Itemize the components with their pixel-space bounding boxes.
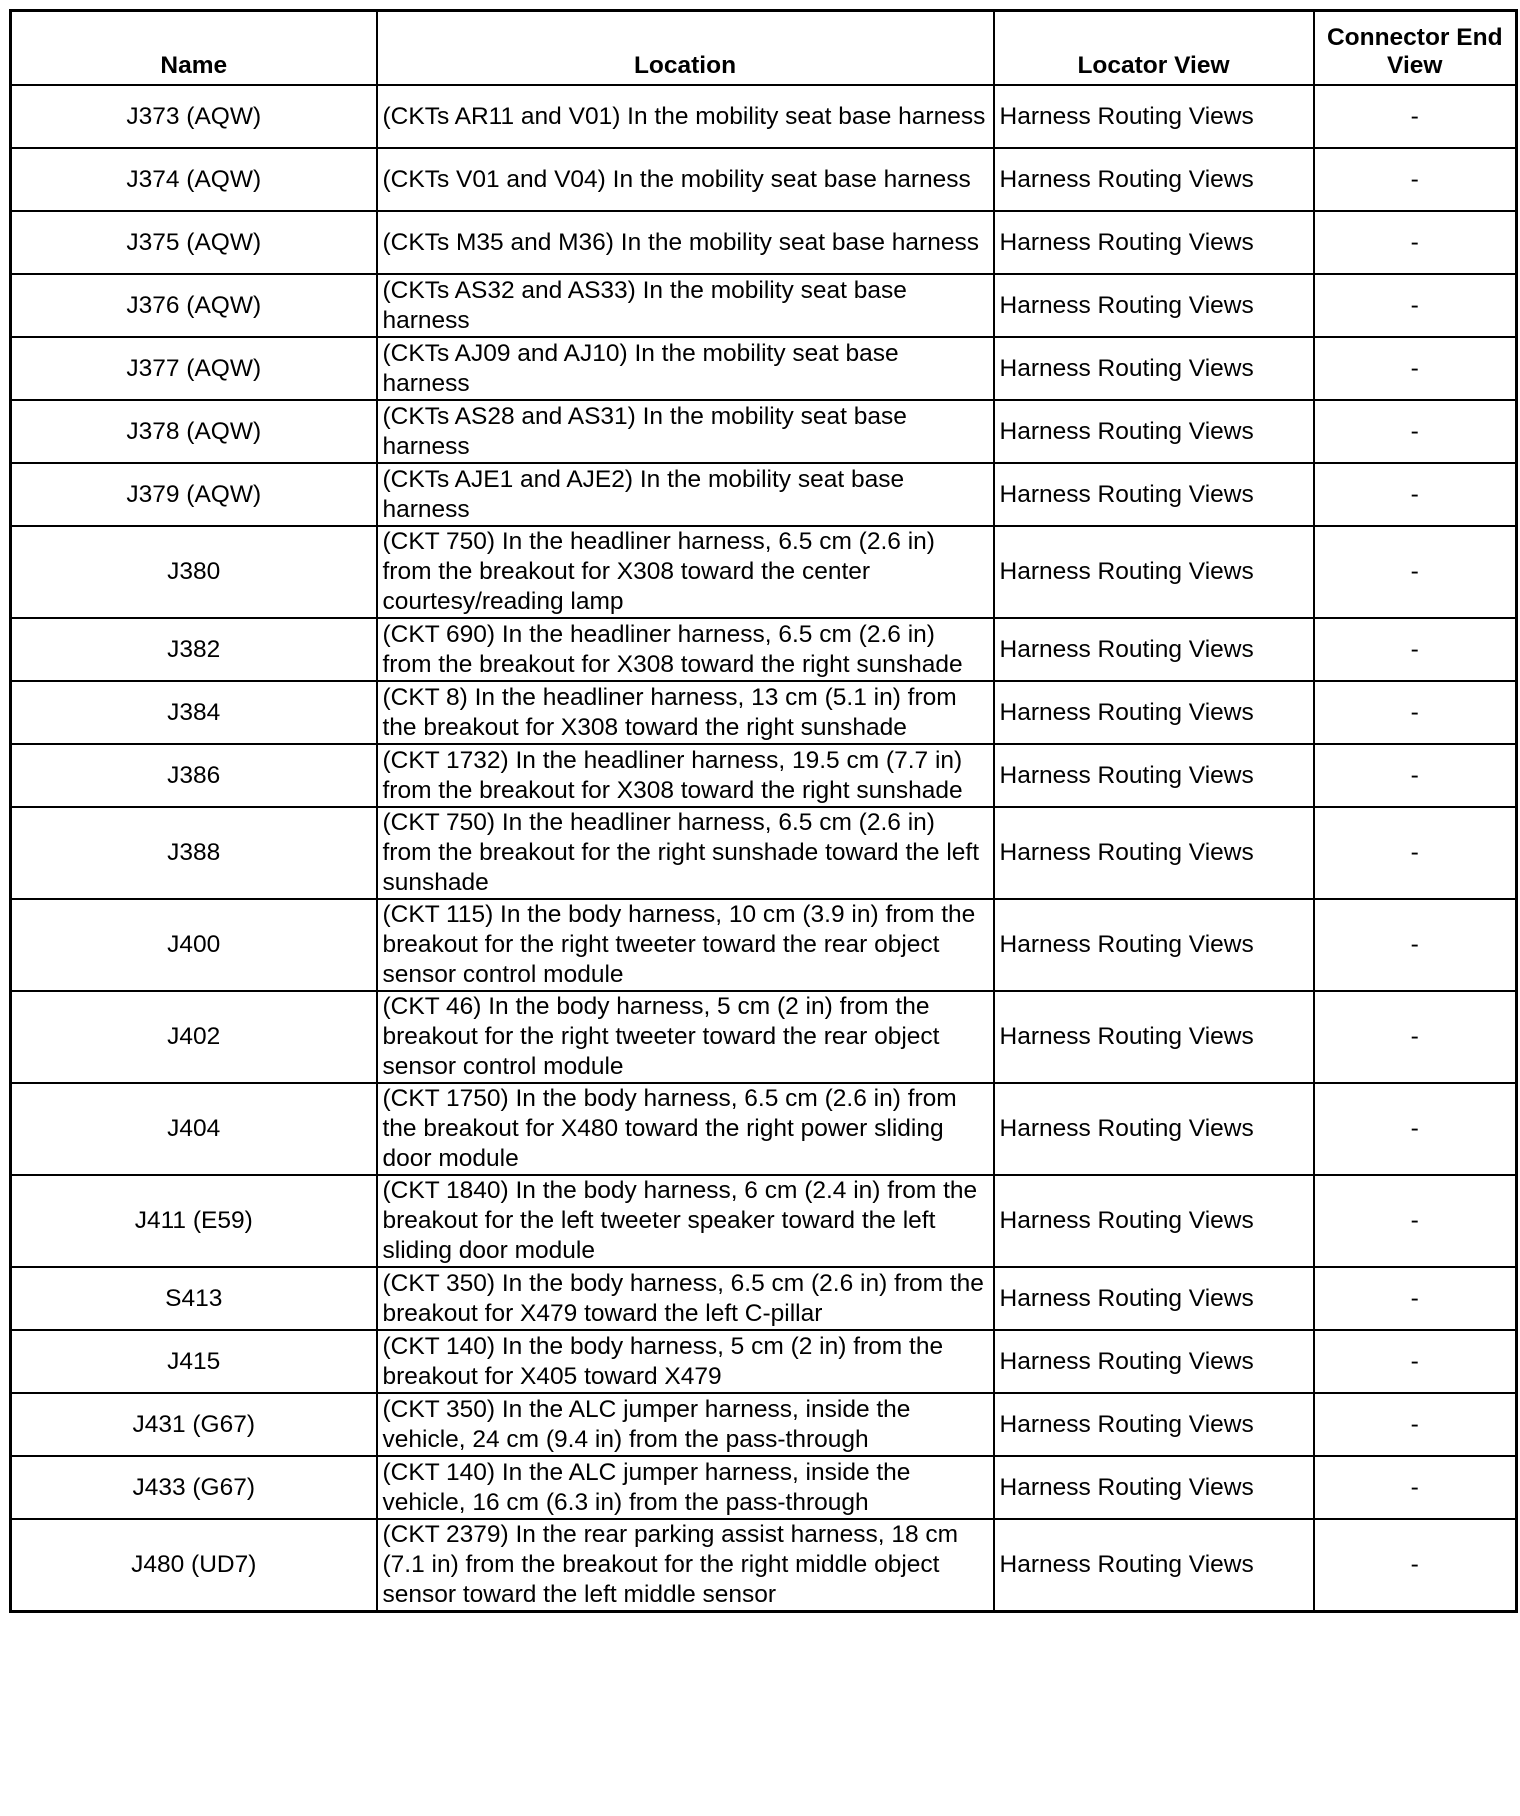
cell-location: (CKTs AJ09 and AJ10) In the mobility seat base harness <box>377 337 994 400</box>
cell-locator-view: Harness Routing Views <box>994 463 1314 526</box>
cell-locator-view: Harness Routing Views <box>994 1175 1314 1267</box>
cell-name: J375 (AQW) <box>11 211 377 274</box>
cell-name: J374 (AQW) <box>11 148 377 211</box>
cell-connector-end-view: - <box>1314 1456 1517 1519</box>
cell-name: J376 (AQW) <box>11 274 377 337</box>
cell-name: J377 (AQW) <box>11 337 377 400</box>
cell-location: (CKT 46) In the body harness, 5 cm (2 in) from the breakout for the right tweeter toward the rear object sensor control module <box>377 991 994 1083</box>
cell-locator-view: Harness Routing Views <box>994 526 1314 618</box>
cell-location: (CKT 140) In the ALC jumper harness, inside the vehicle, 16 cm (6.3 in) from the pass-through <box>377 1456 994 1519</box>
cell-location: (CKT 690) In the headliner harness, 6.5 cm (2.6 in) from the breakout for X308 toward the right sunshade <box>377 618 994 681</box>
cell-locator-view: Harness Routing Views <box>994 148 1314 211</box>
document-page <box>9 9 1518 1613</box>
table-row <box>11 1456 1517 1519</box>
table-row <box>11 1267 1517 1330</box>
table-row <box>11 211 1517 274</box>
cell-name: J411 (E59) <box>11 1175 377 1267</box>
cell-location: (CKT 350) In the ALC jumper harness, inside the vehicle, 24 cm (9.4 in) from the pass-through <box>377 1393 994 1456</box>
cell-locator-view: Harness Routing Views <box>994 1083 1314 1175</box>
cell-locator-view: Harness Routing Views <box>994 744 1314 807</box>
table-row <box>11 1330 1517 1393</box>
cell-location: (CKTs AJE1 and AJE2) In the mobility seat base harness <box>377 463 994 526</box>
cell-name: J382 <box>11 618 377 681</box>
cell-location: (CKT 140) In the body harness, 5 cm (2 in) from the breakout for X405 toward X479 <box>377 1330 994 1393</box>
cell-location: (CKTs V01 and V04) In the mobility seat base harness <box>377 148 994 211</box>
cell-name: J373 (AQW) <box>11 85 377 148</box>
table-row <box>11 463 1517 526</box>
table-row <box>11 681 1517 744</box>
cell-locator-view: Harness Routing Views <box>994 274 1314 337</box>
cell-connector-end-view: - <box>1314 1519 1517 1612</box>
table-row <box>11 1393 1517 1456</box>
table-body <box>11 85 1517 1612</box>
cell-locator-view: Harness Routing Views <box>994 1330 1314 1393</box>
table-row <box>11 400 1517 463</box>
cell-location: (CKT 1750) In the body harness, 6.5 cm (2.6 in) from the breakout for X480 toward the right power sliding door module <box>377 1083 994 1175</box>
cell-location: (CKTs AS28 and AS31) In the mobility seat base harness <box>377 400 994 463</box>
cell-name: J415 <box>11 1330 377 1393</box>
cell-locator-view: Harness Routing Views <box>994 681 1314 744</box>
cell-connector-end-view: - <box>1314 991 1517 1083</box>
cell-connector-end-view: - <box>1314 274 1517 337</box>
cell-location: (CKT 1840) In the body harness, 6 cm (2.4 in) from the breakout for the left tweeter speaker toward the left sliding door module <box>377 1175 994 1267</box>
cell-name: J480 (UD7) <box>11 1519 377 1612</box>
cell-location: (CKTs M35 and M36) In the mobility seat base harness <box>377 211 994 274</box>
cell-connector-end-view: - <box>1314 899 1517 991</box>
table-row <box>11 1083 1517 1175</box>
cell-locator-view: Harness Routing Views <box>994 991 1314 1083</box>
table-row <box>11 337 1517 400</box>
cell-name: J386 <box>11 744 377 807</box>
cell-location: (CKT 750) In the headliner harness, 6.5 cm (2.6 in) from the breakout for the right sunshade toward the left sunshade <box>377 807 994 899</box>
cell-name: J380 <box>11 526 377 618</box>
cell-connector-end-view: - <box>1314 1175 1517 1267</box>
cell-name: S413 <box>11 1267 377 1330</box>
connector-location-table <box>9 9 1518 1613</box>
cell-location: (CKT 2379) In the rear parking assist harness, 18 cm (7.1 in) from the breakout for the right middle object sensor toward the left middle sensor <box>377 1519 994 1612</box>
cell-location: (CKT 750) In the headliner harness, 6.5 cm (2.6 in) from the breakout for X308 toward the center courtesy/reading lamp <box>377 526 994 618</box>
cell-locator-view: Harness Routing Views <box>994 211 1314 274</box>
cell-locator-view: Harness Routing Views <box>994 1267 1314 1330</box>
table-row <box>11 899 1517 991</box>
cell-connector-end-view: - <box>1314 1083 1517 1175</box>
header-locator-view: Locator View <box>994 11 1314 86</box>
cell-connector-end-view: - <box>1314 681 1517 744</box>
header-location: Location <box>377 11 994 86</box>
cell-locator-view: Harness Routing Views <box>994 618 1314 681</box>
cell-connector-end-view: - <box>1314 807 1517 899</box>
table-row <box>11 274 1517 337</box>
table-row <box>11 85 1517 148</box>
cell-location: (CKT 350) In the body harness, 6.5 cm (2.6 in) from the breakout for X479 toward the left C-pillar <box>377 1267 994 1330</box>
cell-name: J400 <box>11 899 377 991</box>
cell-name: J402 <box>11 991 377 1083</box>
cell-name: J433 (G67) <box>11 1456 377 1519</box>
cell-connector-end-view: - <box>1314 400 1517 463</box>
cell-connector-end-view: - <box>1314 463 1517 526</box>
table-header-row <box>11 11 1517 86</box>
header-name: Name <box>11 11 377 86</box>
table-row <box>11 991 1517 1083</box>
cell-locator-view: Harness Routing Views <box>994 85 1314 148</box>
table-row <box>11 807 1517 899</box>
cell-connector-end-view: - <box>1314 85 1517 148</box>
cell-location: (CKT 8) In the headliner harness, 13 cm (5.1 in) from the breakout for X308 toward the right sunshade <box>377 681 994 744</box>
table-row <box>11 744 1517 807</box>
cell-name: J431 (G67) <box>11 1393 377 1456</box>
cell-connector-end-view: - <box>1314 1330 1517 1393</box>
cell-locator-view: Harness Routing Views <box>994 337 1314 400</box>
header-connector-end-view: Connector End View <box>1314 11 1517 86</box>
cell-name: J379 (AQW) <box>11 463 377 526</box>
table-row <box>11 148 1517 211</box>
cell-name: J378 (AQW) <box>11 400 377 463</box>
cell-connector-end-view: - <box>1314 1393 1517 1456</box>
cell-connector-end-view: - <box>1314 526 1517 618</box>
cell-locator-view: Harness Routing Views <box>994 899 1314 991</box>
table-row <box>11 526 1517 618</box>
cell-name: J384 <box>11 681 377 744</box>
cell-connector-end-view: - <box>1314 744 1517 807</box>
cell-connector-end-view: - <box>1314 148 1517 211</box>
cell-locator-view: Harness Routing Views <box>994 1456 1314 1519</box>
cell-locator-view: Harness Routing Views <box>994 807 1314 899</box>
table-row <box>11 1175 1517 1267</box>
cell-connector-end-view: - <box>1314 337 1517 400</box>
cell-name: J404 <box>11 1083 377 1175</box>
table-row <box>11 618 1517 681</box>
cell-location: (CKTs AS32 and AS33) In the mobility seat base harness <box>377 274 994 337</box>
cell-name: J388 <box>11 807 377 899</box>
cell-connector-end-view: - <box>1314 1267 1517 1330</box>
cell-connector-end-view: - <box>1314 618 1517 681</box>
cell-connector-end-view: - <box>1314 211 1517 274</box>
cell-location: (CKT 1732) In the headliner harness, 19.5 cm (7.7 in) from the breakout for X308 toward the right sunshade <box>377 744 994 807</box>
cell-location: (CKT 115) In the body harness, 10 cm (3.9 in) from the breakout for the right tweeter toward the rear object sensor control module <box>377 899 994 991</box>
cell-location: (CKTs AR11 and V01) In the mobility seat base harness <box>377 85 994 148</box>
cell-locator-view: Harness Routing Views <box>994 1393 1314 1456</box>
cell-locator-view: Harness Routing Views <box>994 1519 1314 1612</box>
table-row <box>11 1519 1517 1612</box>
cell-locator-view: Harness Routing Views <box>994 400 1314 463</box>
